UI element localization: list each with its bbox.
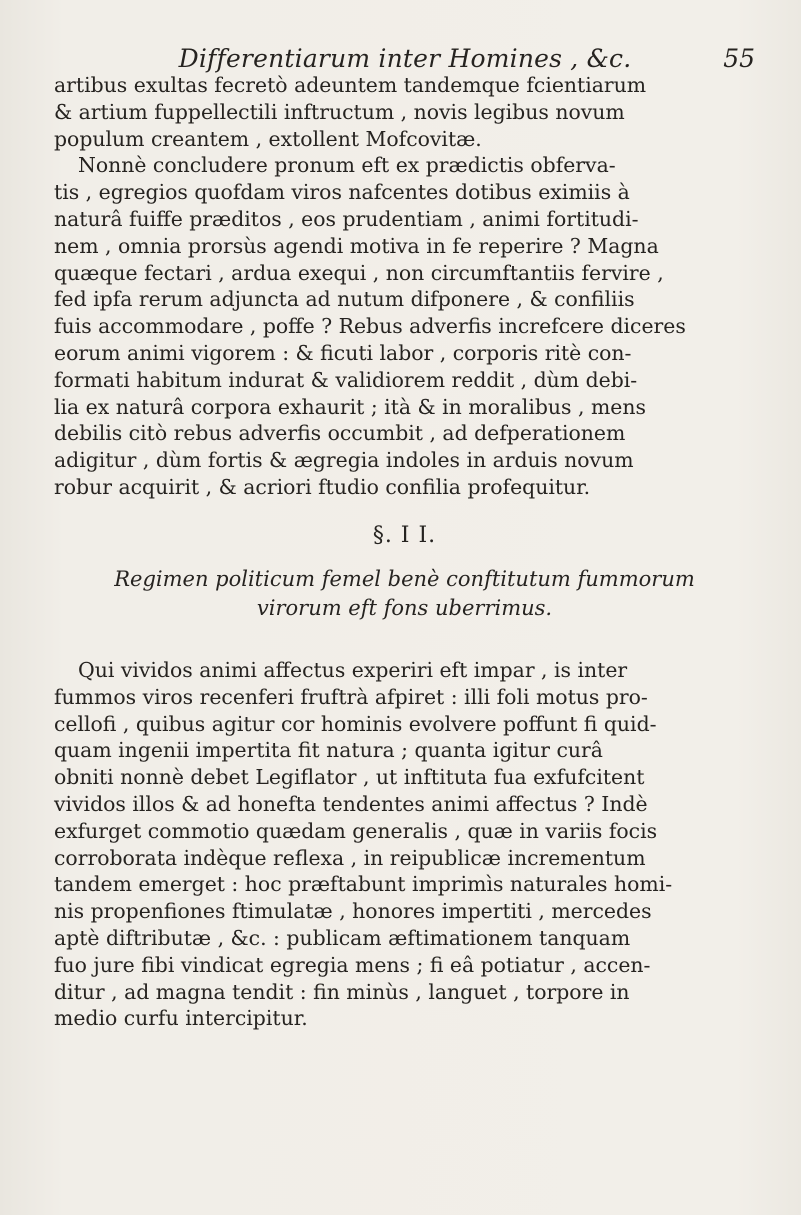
text-line: formati habitum indurat & validiorem reddit , dùm debi- xyxy=(54,367,638,392)
section-heading: §. I I. xyxy=(372,523,437,548)
text-line: populum creantem , extollent Mofcovitæ. xyxy=(54,126,482,151)
rubric-line: virorum eft fons uberrimus. xyxy=(256,596,553,620)
page-number: 55 xyxy=(723,44,755,73)
text-line: Qui vividos animi affectus experiri eft impar , is inter xyxy=(78,658,628,682)
body-text-lower xyxy=(54,657,755,1032)
text-line: exfurget commotio quædam generalis , quæ in variis focis xyxy=(54,818,658,843)
text-line: ditur , ad magna tendit : fin minùs , languet , torpore in xyxy=(54,979,630,1004)
text-line: nem , omnia prorsùs agendi motiva in fe reperire ? Magna xyxy=(54,233,659,258)
text-line: quam ingenii impertita fit natura ; quanta igitur curâ xyxy=(54,738,603,763)
running-head: Differentiarum inter Homines , &c. xyxy=(178,44,632,73)
text-line: adigitur , dùm fortis & ægregia indoles in arduis novum xyxy=(54,448,634,473)
text-line: tis , egregios quofdam viros nafcentes dotibus eximiis à xyxy=(54,180,630,205)
text-line: robur acquirit , & acriori ftudio confilia profequitur. xyxy=(54,474,591,499)
text-line: Nonnè concludere pronum eft ex prædictis obferva- xyxy=(78,153,616,178)
text-line: tandem emerget : hoc præftabunt imprimìs naturales homi- xyxy=(54,872,673,897)
text-line: obniti nonnè debet Legiflator , ut inftituta fua exfufcitent xyxy=(54,765,645,790)
text-line: cellofi , quibus agitur cor hominis evolvere poffunt fi quid- xyxy=(54,711,657,736)
text-line: fuo jure fibi vindicat egregia mens ; fi eâ potiatur , accen- xyxy=(54,952,651,977)
text-line: fummos viros recenferi fruftrà afpiret : illi foli motus pro- xyxy=(54,684,648,709)
text-line: fed ipfa rerum adjuncta ad nutum difponere , & confiliis xyxy=(54,287,635,312)
rubric-line: Regimen politicum femel benè conftitutum fummorum xyxy=(114,567,695,591)
text-line: & artium fuppellectili inftructum , novis legibus novum xyxy=(54,99,625,124)
text-line: corroborata indèque reflexa , in reipublicæ incrementum xyxy=(54,845,646,870)
text-line: eorum animi vigorem : & ficuti labor , corporis ritè con- xyxy=(54,340,632,365)
text-line: aptè diftributæ , &c. : publicam æftimationem tanquam xyxy=(54,925,631,950)
text-line: fuis accommodare , poffe ? Rebus adverfis increfcere diceres xyxy=(54,314,686,339)
text-line: vividos illos & ad honefta tendentes animi affectus ? Indè xyxy=(54,791,648,816)
text-line: quæque fectari , ardua exequi , non circumftantiis fervire , xyxy=(54,260,664,285)
section-rubric xyxy=(54,565,755,623)
text-line: medio curfu intercipitur. xyxy=(54,1006,308,1031)
text-line: nis propenfiones ftimulatæ , honores impertiti , mercedes xyxy=(54,899,652,924)
body-text-upper xyxy=(54,72,755,501)
text-line: naturâ fuiffe præditos , eos prudentiam , animi fortitudi- xyxy=(54,206,639,231)
text-line: artibus exultas fecretò adeuntem tandemque fcientiarum xyxy=(54,73,647,97)
text-line: debilis citò rebus adverfis occumbit , ad defperationem xyxy=(54,421,626,446)
text-line: lia ex naturâ corpora exhaurit ; ità & in moralibus , mens xyxy=(54,394,646,419)
